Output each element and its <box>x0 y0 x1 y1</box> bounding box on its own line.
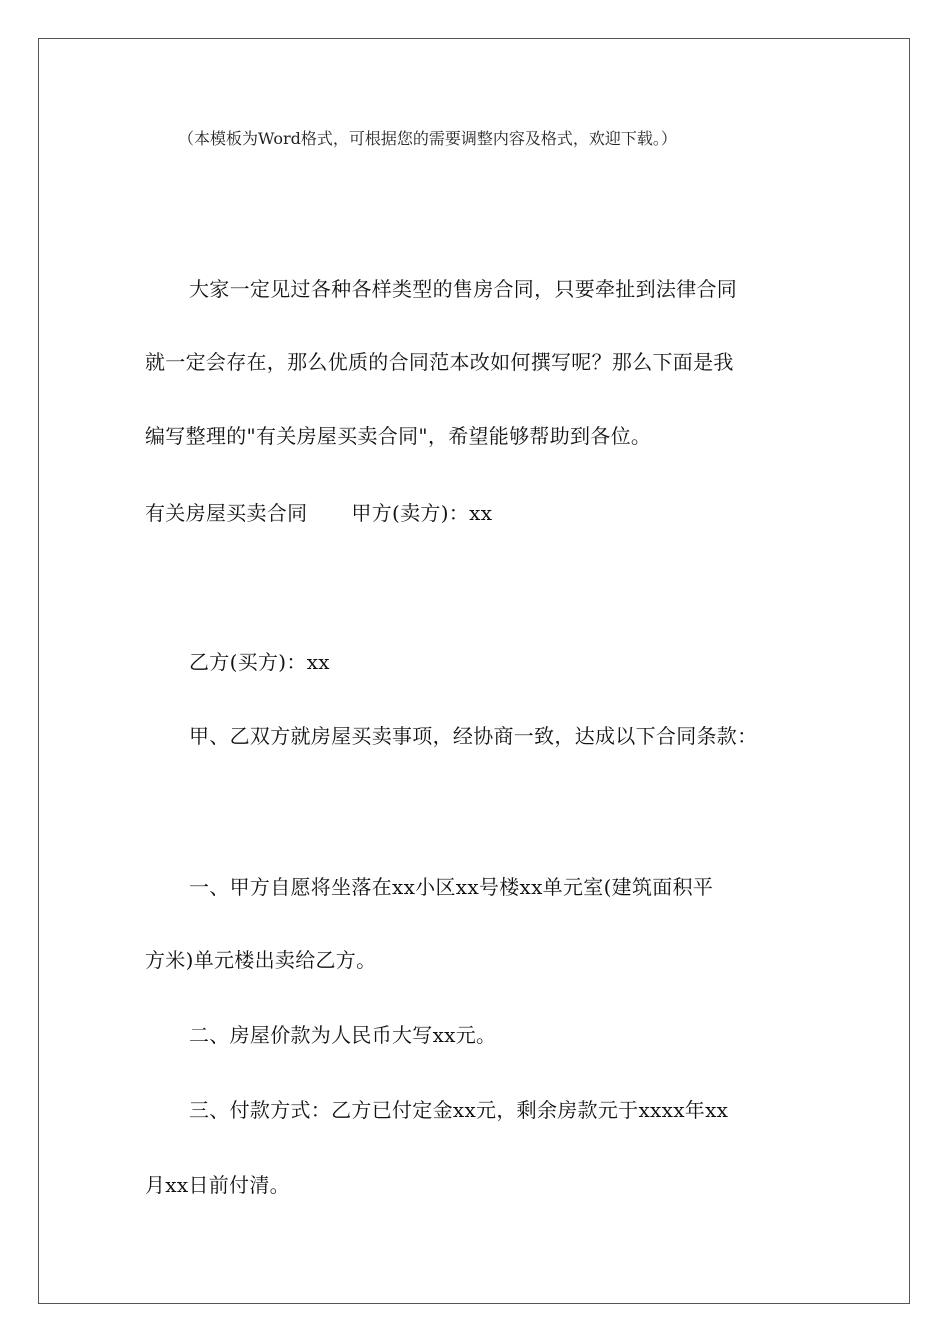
contract-title: 有关房屋买卖合同 <box>145 501 308 525</box>
clause-3-line-1: 三、付款方式：乙方已付定金xx元，剩余房款元于xxxx年xx <box>189 1098 729 1122</box>
agreement-line: 甲、乙双方就房屋买卖事项，经协商一致，达成以下合同条款： <box>189 724 758 748</box>
clause-1-line-1: 一、甲方自愿将坐落在xx小区xx号楼xx单元室(建筑面积平 <box>189 875 714 899</box>
intro-line-3: 编写整理的"有关房屋买卖合同"，希望能够帮助到各位。 <box>145 424 652 448</box>
clause-1-line-2: 方米)单元楼出卖给乙方。 <box>145 948 377 972</box>
title-party-line <box>145 501 492 525</box>
intro-line-1: 大家一定见过各种各样类型的售房合同，只要牵扯到法律合同 <box>189 277 738 301</box>
party-a: 甲方(卖方)：xx <box>351 501 493 525</box>
template-note: （本模板为Word格式，可根据您的需要调整内容及格式，欢迎下载。） <box>178 129 677 148</box>
intro-line-2: 就一定会存在，那么优质的合同范本改如何撰写呢？那么下面是我 <box>145 350 734 374</box>
party-b: 乙方(买方)：xx <box>189 650 330 674</box>
clause-3-line-2: 月xx日前付清。 <box>145 1173 290 1197</box>
clause-2: 二、房屋价款为人民币大写xx元。 <box>189 1023 497 1047</box>
